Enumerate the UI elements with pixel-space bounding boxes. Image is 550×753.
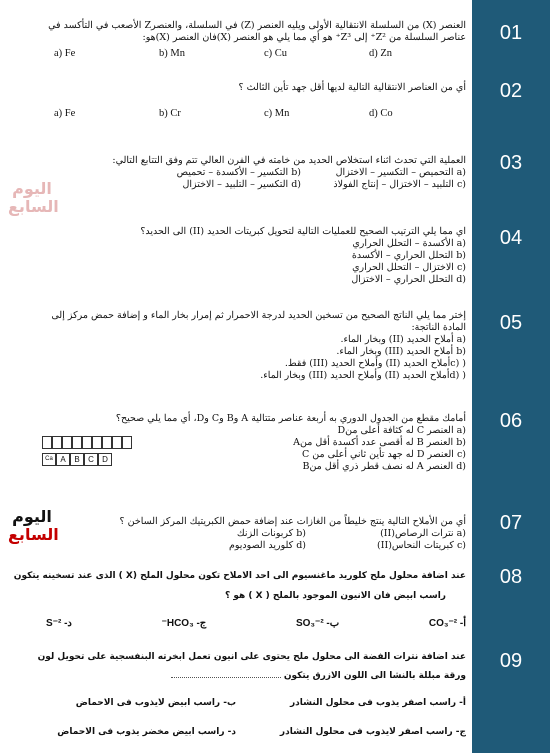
- question-number-09: 09: [499, 650, 523, 672]
- table-cell-a: A: [56, 453, 70, 466]
- option-b[interactable]: b) Cr: [159, 108, 181, 119]
- question-08-options: [46, 614, 466, 634]
- question-05-stem-line2: المادة الناتجة:: [411, 322, 466, 333]
- option-c[interactable]: c) Mn: [264, 108, 290, 119]
- periodic-table-element-row: [42, 453, 132, 466]
- periodic-table-top-row: [42, 436, 132, 449]
- question-number-sidebar: [472, 0, 550, 753]
- watermark-line1: اليوم: [12, 507, 52, 526]
- question-03-options: [136, 167, 466, 191]
- table-cell-d: D: [98, 453, 112, 466]
- question-number-06: 06: [499, 410, 523, 432]
- question-number-04: 04: [499, 227, 523, 249]
- option-a[interactable]: (a التحميص – التكسير – الاختزال: [335, 167, 466, 178]
- question-09: [6, 648, 466, 742]
- watermark-logo-dark: [8, 507, 59, 552]
- option-b[interactable]: (b التحلل الحراري – الأكسدة: [351, 250, 466, 261]
- option-c[interactable]: (c العنصر D له جهد تأين ثاني أعلى من C: [301, 449, 466, 460]
- option-c[interactable]: (c الاختزال – التحلل الحراري: [352, 262, 466, 273]
- question-01-stem-line2: عناصر السلسلة من Z²⁺ إلى Z³⁺ هو أي مما يلي هو العنصر (X)فان العنصر (X)هو:: [142, 32, 466, 43]
- option-d[interactable]: د- راسب ابيض مخضر يذوب فى الاحماض: [57, 727, 236, 737]
- question-09-stem-text: ورقة مبللة بالنشا الى اللون الازرق يتكون: [283, 671, 466, 681]
- option-a[interactable]: أ- CO₃⁻²: [428, 618, 466, 629]
- question-05: [6, 310, 466, 382]
- question-03-stem: العملية التي تحدث اثناء استخلاص الحديد من خامته في الفرن العالي تتم وفق التتابع التالي:: [112, 155, 466, 166]
- question-08-stem-line1: عند اضافة محلول ملح كلوريد ماغنسيوم الى احد الاملاح تكون محلول الملح (X ) الذى عند تسخينه يتكون: [13, 571, 466, 581]
- option-b[interactable]: b) Mn: [159, 48, 185, 59]
- question-07-options: [146, 528, 466, 552]
- option-a[interactable]: (a العنصر C له كثافة أعلى منD: [337, 425, 466, 436]
- option-c[interactable]: c) Cu: [264, 48, 288, 59]
- table-cell: [72, 436, 82, 449]
- table-cell: [122, 436, 132, 449]
- question-09-stem-line2: [6, 667, 466, 686]
- option-b[interactable]: (b التكسير – الأكسدة – تحميص: [176, 167, 301, 178]
- option-d[interactable]: ( (dأملاح الحديد (II) وأملاح الحديد (III) وبخار الماء.: [260, 370, 466, 381]
- option-c[interactable]: ( (cأملاح الحديد (II) وأملاح الحديد (III) فقط.: [284, 358, 466, 369]
- option-d[interactable]: (d التكسير – التلبيد – الاختزال: [182, 179, 301, 190]
- option-c[interactable]: (c التلبيد – الاختزال – إنتاج الفولاذ: [333, 179, 466, 190]
- table-cell: [82, 436, 92, 449]
- watermark-line2: السابع: [8, 197, 59, 216]
- watermark-line1: اليوم: [12, 179, 52, 198]
- question-01-stem-line1: العنصر (X) من السلسلة الانتقالية الأولى ويليه العنصر (Z) في السلسلة، والعنصرZ الأصعب في التأكسد في: [48, 20, 466, 31]
- watermark-logo: [8, 179, 59, 224]
- option-b[interactable]: ب- SO₃⁻²: [295, 618, 340, 629]
- question-02-stem: أي من العناصر الانتقالية التالية لديها أقل جهد تأين الثالث ؟: [238, 82, 466, 93]
- question-08-stem-line2: راسب ابيض فان الانيون الموجود بالملح ( X ) هو ؟: [224, 591, 446, 601]
- table-cell: [92, 436, 102, 449]
- option-b[interactable]: (b كربونات الزنك: [236, 528, 306, 539]
- question-number-02: 02: [499, 80, 523, 102]
- table-cell-b: B: [70, 453, 84, 466]
- question-09-options: [6, 694, 466, 742]
- question-number-05: 05: [499, 312, 523, 334]
- table-cell: [102, 436, 112, 449]
- option-a[interactable]: أ- راسب اصفر يذوب فى محلول النشادر: [290, 698, 466, 708]
- table-cell-c: C: [84, 453, 98, 466]
- option-b[interactable]: (b أملاح الحديد (III) وبخار الماء.: [336, 346, 466, 357]
- question-07-stem: أي من الأملاح التالية ينتج خليطاً من الغازات عند إضافة حمض الكبريتيك المركز الساخن ؟: [119, 516, 466, 527]
- option-c[interactable]: (c كبريتات النحاس(II): [376, 540, 466, 551]
- option-a[interactable]: (a الأكسدة – التحلل الحراري: [352, 238, 466, 249]
- option-a[interactable]: a) Fe: [54, 48, 76, 59]
- question-number-01: 01: [499, 22, 523, 44]
- option-c[interactable]: ج- راسب اصفر لايذوب فى محلول النشادر: [279, 727, 466, 737]
- option-a[interactable]: (a نترات الرصاص(II): [380, 528, 466, 539]
- question-09-stem-line1: عند اضافة نترات الفضة الى محلول ملح يحتوى على انيون تعمل ابخرته البنفسجية على تحويل لون: [37, 652, 466, 662]
- question-04: [6, 226, 466, 286]
- periodic-table-fragment: [42, 436, 132, 466]
- option-d[interactable]: d) Zn: [369, 48, 393, 59]
- question-07: [6, 516, 466, 552]
- table-cell: [42, 436, 52, 449]
- question-number-08: 08: [499, 566, 523, 588]
- question-number-07: 07: [499, 512, 523, 534]
- option-d[interactable]: d) Co: [369, 108, 393, 119]
- table-cell-ca: Ca: [42, 453, 56, 466]
- question-02-options: [46, 108, 466, 120]
- option-a[interactable]: (a أملاح الحديد (II) وبخار الماء.: [340, 334, 466, 345]
- option-b[interactable]: (b العنصر B له أقصى عدد أكسدة أقل منA: [293, 437, 466, 448]
- option-d[interactable]: د- S⁻²: [46, 618, 72, 629]
- option-d[interactable]: (d التحلل الحراري – الاختزال: [351, 274, 466, 285]
- table-cell: [52, 436, 62, 449]
- question-05-stem-line1: إختر مما يلي الناتج الصحيح من تسخين الحديد لدرجة الاحمرار ثم إمرار بخار الماء و إضافة حمض مركز إلى: [51, 310, 466, 321]
- table-cell: [112, 436, 122, 449]
- question-02: [6, 82, 466, 120]
- question-06-stem: أمامك مقطع من الجدول الدوري به أربعة عناصر متتالية A وB وC وD، أي مما يلي صحيح؟: [115, 413, 466, 424]
- question-01-options: [46, 48, 466, 60]
- answer-blank-line: [171, 677, 281, 678]
- option-d[interactable]: (d كلوريد الصوديوم: [229, 540, 306, 551]
- option-b[interactable]: ب- راسب ابيض لايذوب فى الاحماض: [75, 698, 236, 708]
- question-number-03: 03: [499, 152, 523, 174]
- option-a[interactable]: a) Fe: [54, 108, 76, 119]
- watermark-line2: السابع: [8, 525, 59, 544]
- table-cell: [62, 436, 72, 449]
- option-d[interactable]: (d العنصر A له نصف قطر ذري أقل منB: [302, 461, 466, 472]
- question-04-stem: اي مما يلي الترتيب الصحيح للعمليات التالية لتحويل كبريتات الحديد (II) الى الحديد؟: [140, 226, 466, 237]
- question-03: [6, 155, 466, 191]
- question-01: [6, 20, 466, 60]
- option-c[interactable]: ج- HCO₃⁻: [161, 618, 207, 629]
- question-08: [6, 566, 466, 634]
